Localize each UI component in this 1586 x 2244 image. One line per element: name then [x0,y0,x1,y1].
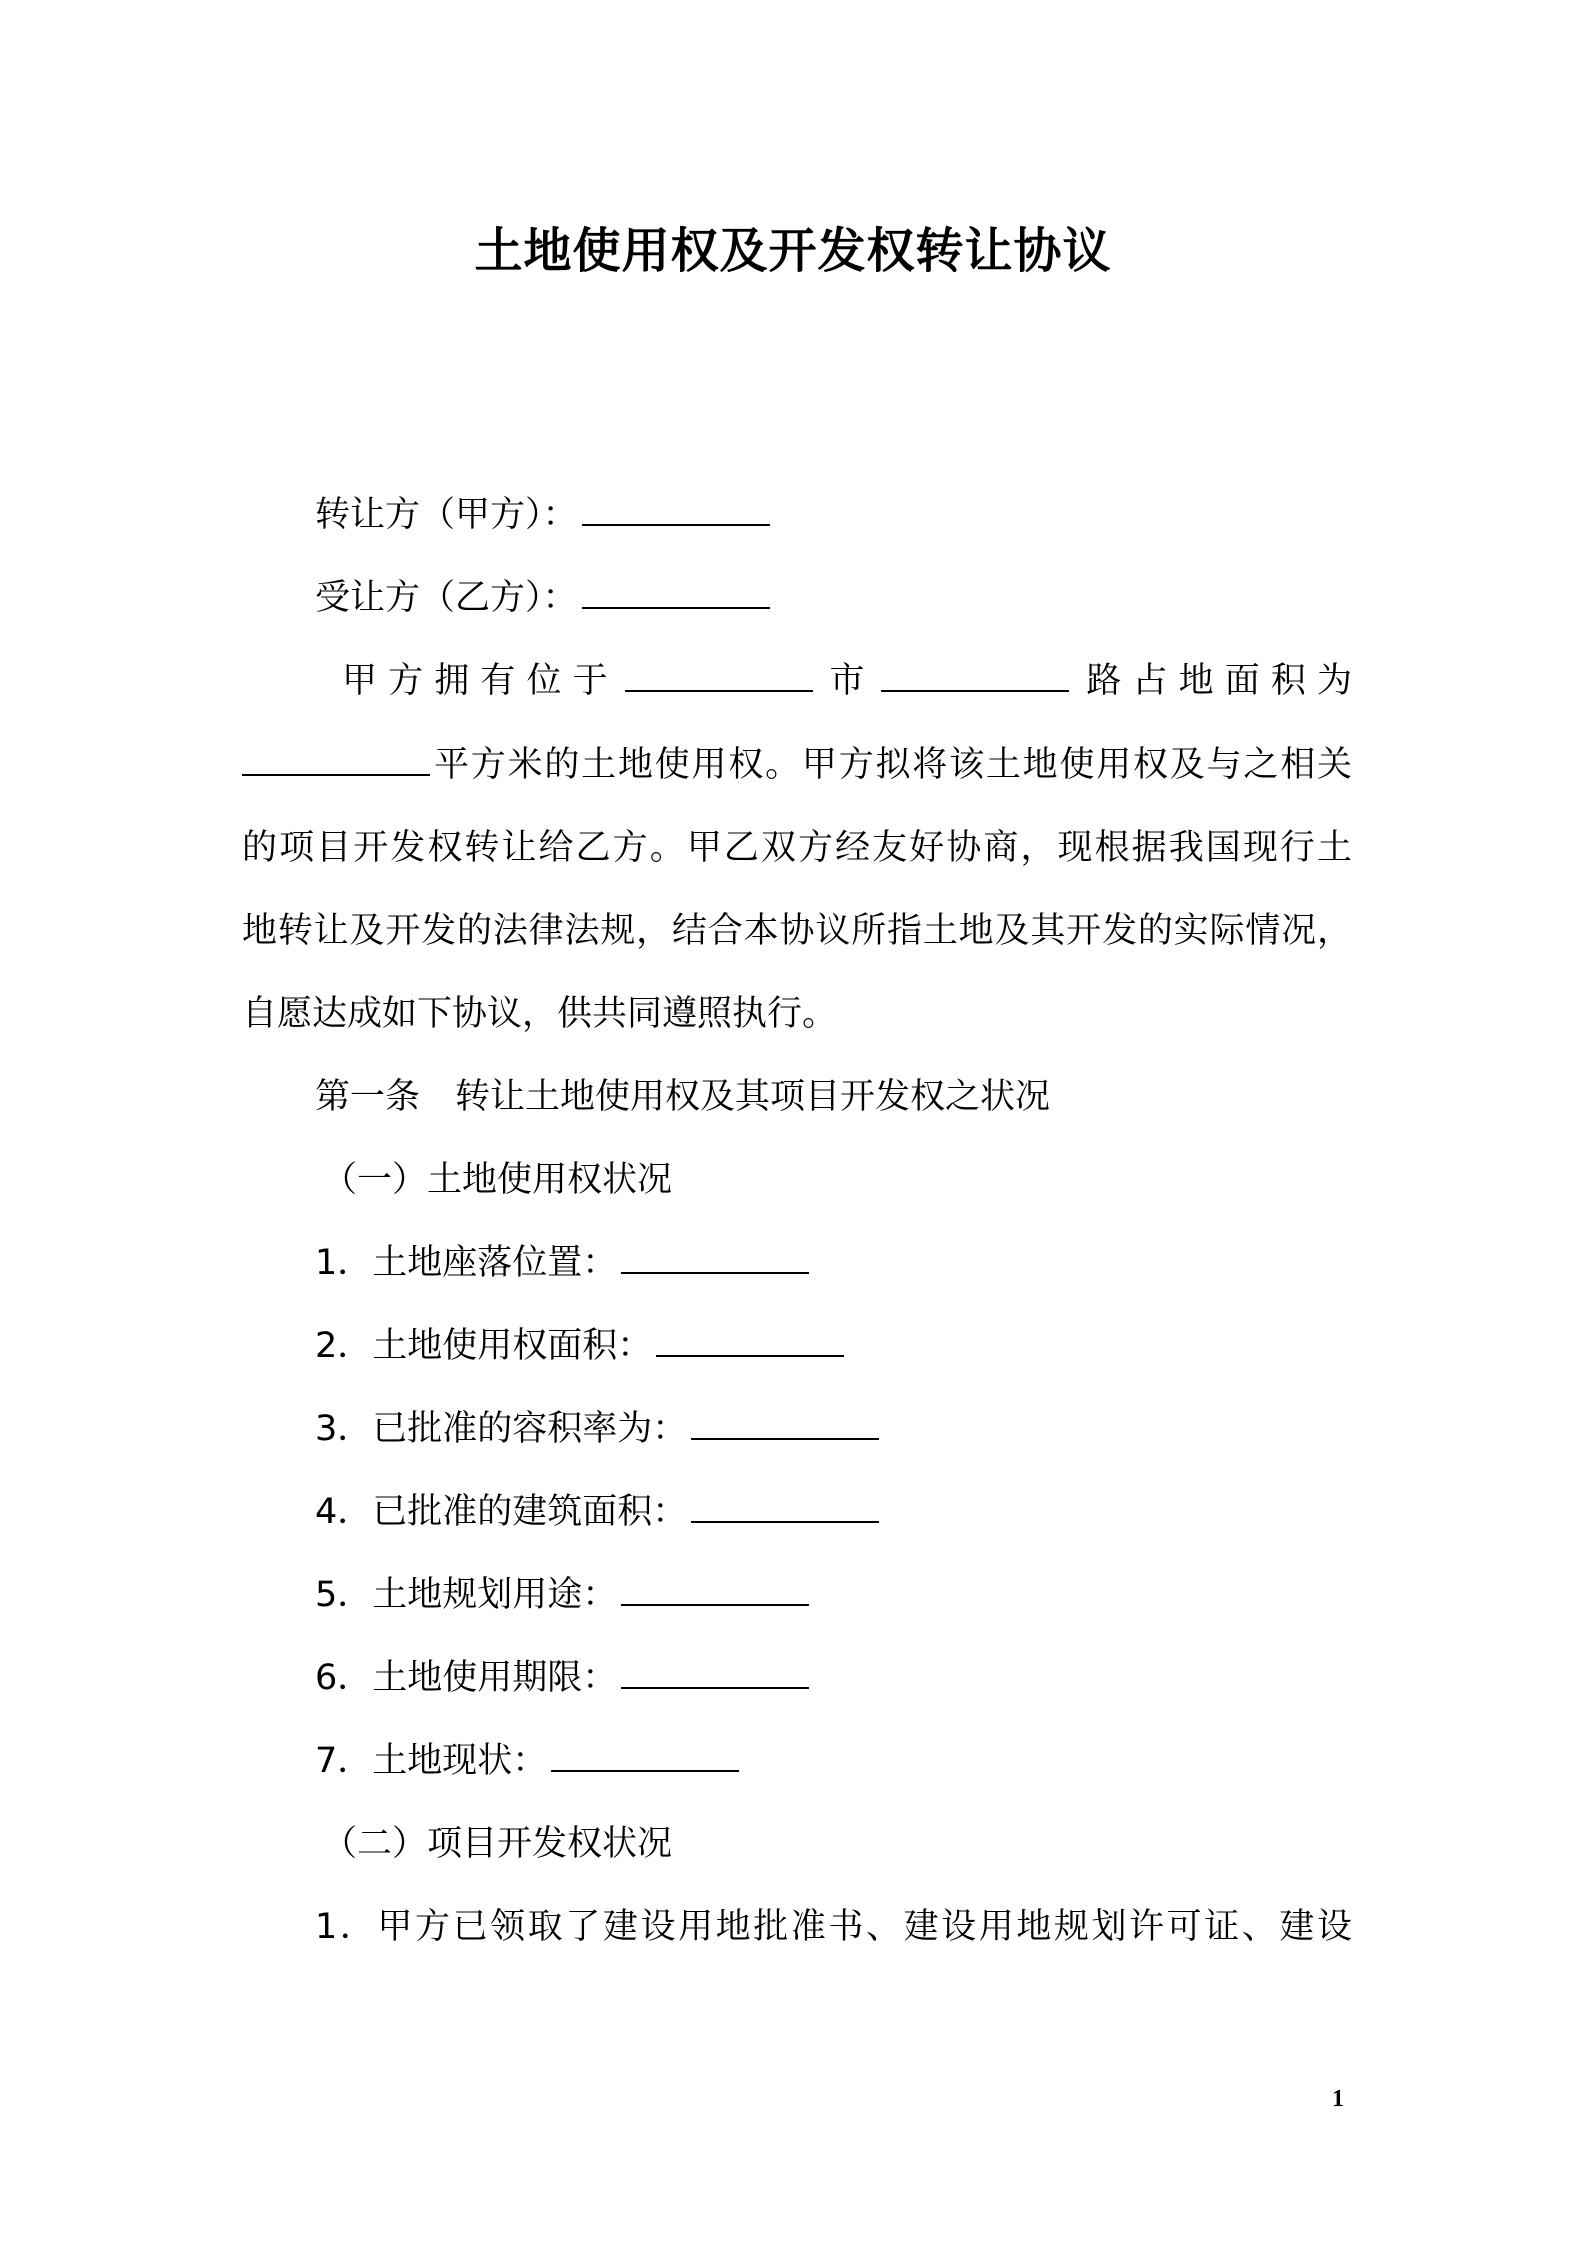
item-4-label: 4．已批准的建筑面积： [315,1492,688,1532]
item-5-label: 5．土地规划用途： [315,1575,618,1615]
intro-line-2 [242,740,1352,790]
intro-line1-part3: 路 占 地 面 积 为 [1086,661,1352,701]
party-a-line [315,490,774,540]
item-7-label: 7．土地现状： [315,1741,548,1781]
item-1-blank[interactable] [621,1242,809,1274]
item-3-label: 3．已批准的容积率为： [315,1409,688,1449]
intro-line-5: 自愿达成如下协议，供共同遵照执行。 [242,994,838,1034]
intro-line-4: 地转让及开发的法律法规，结合本协议所指土地及其开发的实际情况， [242,911,1352,951]
area-blank[interactable] [242,744,430,776]
road-blank[interactable] [881,660,1069,692]
party-b-line [315,573,774,623]
item-1-label: 1．土地座落位置： [315,1243,618,1283]
item-5-blank[interactable] [621,1574,809,1606]
item-7-blank[interactable] [551,1740,739,1772]
document-title: 土地使用权及开发权转让协议 [474,223,1112,279]
party-a-blank[interactable] [582,494,770,526]
intro-line1-part1: 甲 方 拥 有 位 于 [342,661,608,701]
section2-item-1: 1．甲方已领取了建设用地批准书、建设用地规划许可证、建设 [315,1907,1352,1947]
page-number: 1 [1332,2086,1344,2112]
section1-heading: （一）土地使用权状况 [322,1160,673,1200]
intro-line-1 [342,656,1352,706]
city-blank[interactable] [625,660,813,692]
item-3-line [315,1404,883,1454]
intro-line-3: 的项目开发权转让给乙方。甲乙双方经友好协商，现根据我国现行土 [242,828,1352,868]
item-7-line [315,1736,743,1786]
item-5-line [315,1570,813,1620]
item-4-blank[interactable] [691,1491,879,1523]
item-2-label: 2．土地使用权面积： [315,1326,653,1366]
article1-heading: 第一条 转让土地使用权及其项目开发权之状况 [315,1077,1051,1117]
item-3-blank[interactable] [691,1408,879,1440]
party-a-label: 转让方（甲方）： [315,495,578,535]
item-6-blank[interactable] [621,1657,809,1689]
item-1-line [315,1238,813,1288]
party-b-label: 受让方（乙方）： [315,578,578,618]
intro-line2-text: 平方米的土地使用权。甲方拟将该土地使用权及与之相关 [434,745,1352,785]
item-2-blank[interactable] [656,1325,844,1357]
item-2-line [315,1321,848,1371]
section2-heading: （二）项目开发权状况 [322,1824,673,1864]
item-6-line [315,1653,813,1703]
intro-line1-part2: 市 [829,661,865,701]
item-4-line [315,1487,883,1537]
party-b-blank[interactable] [582,577,770,609]
item-6-label: 6．土地使用期限： [315,1658,618,1698]
